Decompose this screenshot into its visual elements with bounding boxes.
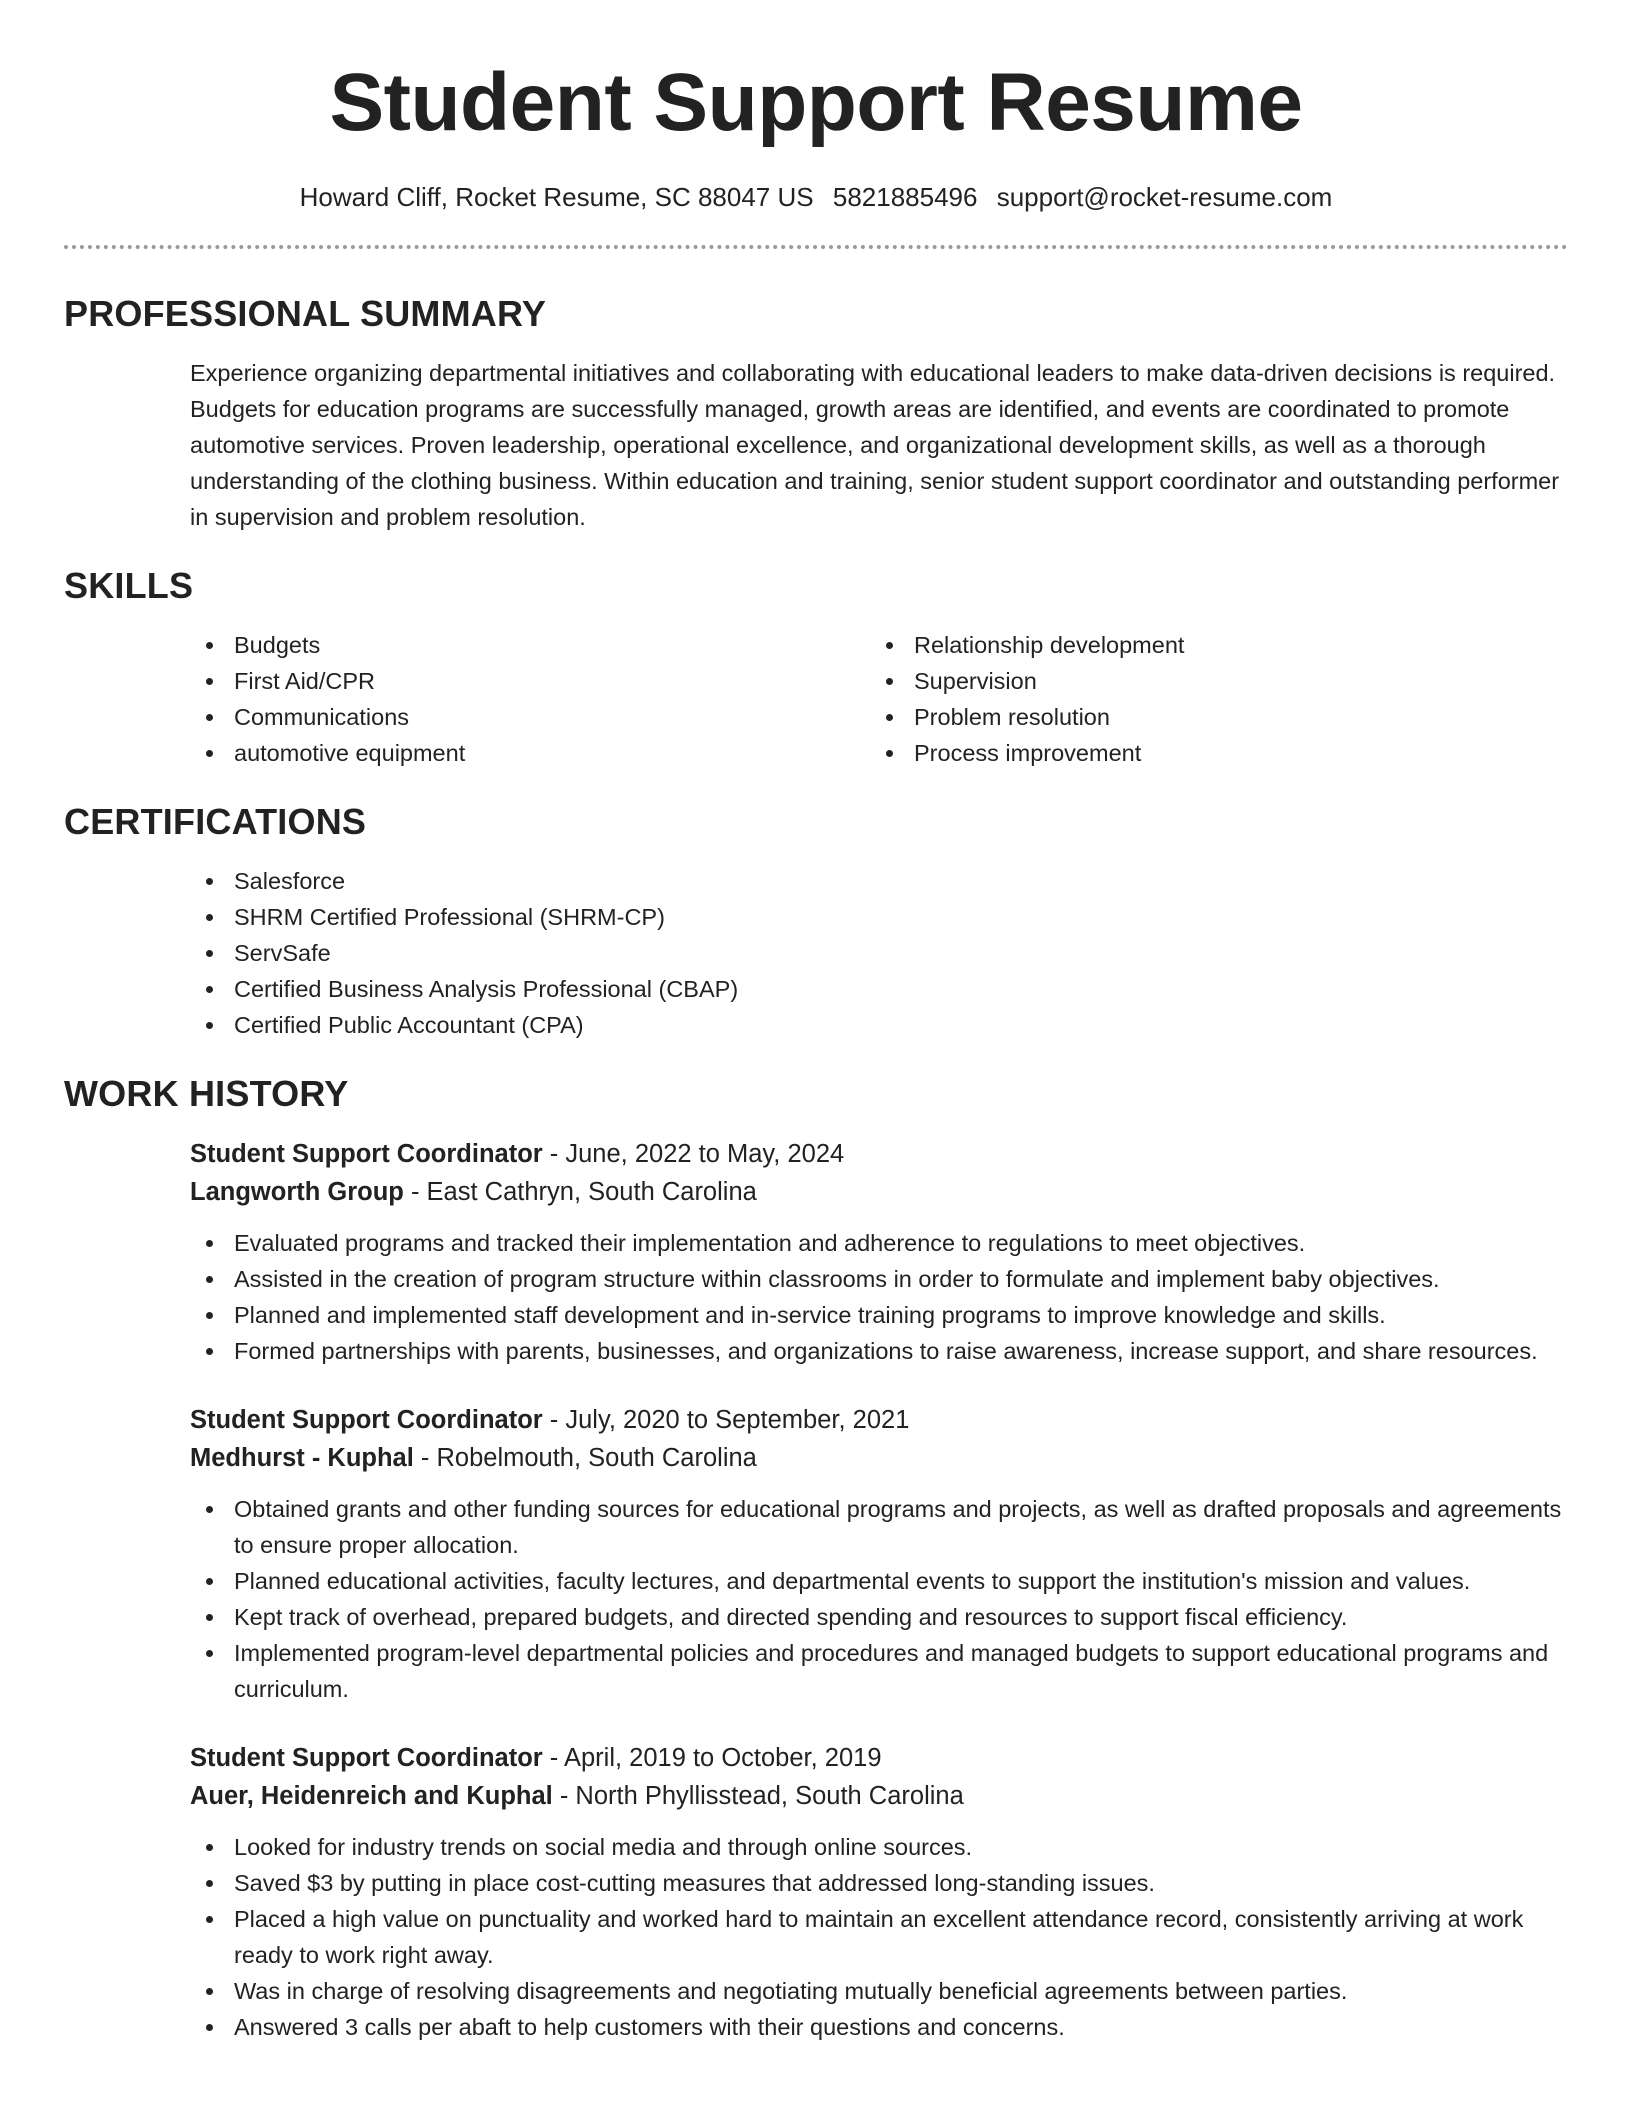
job-title-line bbox=[190, 1135, 1568, 1173]
job-location: - East Cathryn, South Carolina bbox=[403, 1178, 757, 1206]
job-bullet: Planned educational activities, faculty lectures, and departmental events to support the institution's mission and values. bbox=[190, 1563, 1568, 1599]
job-bullet: Looked for industry trends on social media and through online sources. bbox=[190, 1829, 1568, 1865]
job-bullet-list bbox=[190, 1829, 1568, 2045]
job-title: Student Support Coordinator bbox=[190, 1406, 543, 1434]
header-divider bbox=[64, 245, 1568, 249]
job-bullet-list bbox=[190, 1225, 1568, 1369]
skill-item: First Aid/CPR bbox=[190, 663, 870, 699]
job-bullet: Was in charge of resolving disagreements and negotiating mutually beneficial agreements between parties. bbox=[190, 1973, 1568, 2009]
skill-item: Budgets bbox=[190, 627, 870, 663]
skill-item: Communications bbox=[190, 699, 870, 735]
job-entry bbox=[190, 1401, 1568, 1707]
job-company-line bbox=[190, 1439, 1568, 1477]
skills-list bbox=[190, 627, 1568, 771]
certification-item: SHRM Certified Professional (SHRM-CP) bbox=[190, 899, 1568, 935]
skill-item: Process improvement bbox=[870, 735, 1550, 771]
job-bullet: Kept track of overhead, prepared budgets, and directed spending and resources to support fiscal efficiency. bbox=[190, 1599, 1568, 1635]
job-bullet: Answered 3 calls per abaft to help customers with their questions and concerns. bbox=[190, 2009, 1568, 2045]
certification-item: Certified Public Accountant (CPA) bbox=[190, 1007, 1568, 1043]
skill-item: Problem resolution bbox=[870, 699, 1550, 735]
job-bullet: Obtained grants and other funding sources for educational programs and projects, as well as drafted proposals and agreements to ensure proper allocation. bbox=[190, 1491, 1568, 1563]
skills-right-column bbox=[870, 627, 1550, 771]
resume-title: Student Support Resume bbox=[329, 57, 1303, 148]
job-location: - North Phyllisstead, South Carolina bbox=[552, 1782, 964, 1810]
certification-item: Certified Business Analysis Professional (CBAP) bbox=[190, 971, 1568, 1007]
contact-phone: 5821885496 bbox=[832, 182, 978, 212]
job-dates: - June, 2022 to May, 2024 bbox=[542, 1140, 845, 1168]
job-entry bbox=[190, 1135, 1568, 1369]
job-entry bbox=[190, 1739, 1568, 2045]
certification-item: ServSafe bbox=[190, 935, 1568, 971]
job-title: Student Support Coordinator bbox=[190, 1140, 543, 1168]
skills-left-column bbox=[190, 627, 870, 771]
certifications-heading: CERTIFICATIONS bbox=[64, 801, 367, 842]
job-bullet: Implemented program-level departmental policies and procedures and managed budgets to support educational programs and curriculum. bbox=[190, 1635, 1568, 1707]
job-dates: - April, 2019 to October, 2019 bbox=[542, 1744, 882, 1772]
certification-item: Salesforce bbox=[190, 863, 1568, 899]
skill-item: Relationship development bbox=[870, 627, 1550, 663]
job-bullet: Saved $3 by putting in place cost-cutting measures that addressed long-standing issues. bbox=[190, 1865, 1568, 1901]
job-company-line bbox=[190, 1173, 1568, 1211]
skill-item: Supervision bbox=[870, 663, 1550, 699]
certifications-list bbox=[190, 863, 1568, 1043]
contact-address: Howard Cliff, Rocket Resume, SC 88047 US bbox=[299, 182, 814, 212]
job-title-line bbox=[190, 1739, 1568, 1777]
job-bullet: Placed a high value on punctuality and worked hard to maintain an excellent attendance record, consistently arriving at work ready to work right away. bbox=[190, 1901, 1568, 1973]
contact-email: support@rocket-resume.com bbox=[996, 182, 1333, 212]
job-dates: - July, 2020 to September, 2021 bbox=[542, 1406, 910, 1434]
job-company: Medhurst - Kuphal bbox=[190, 1444, 414, 1472]
job-location: - Robelmouth, South Carolina bbox=[413, 1444, 757, 1472]
skill-item: automotive equipment bbox=[190, 735, 870, 771]
job-bullet: Formed partnerships with parents, businesses, and organizations to raise awareness, increase support, and share resources. bbox=[190, 1333, 1568, 1369]
work-history-heading: WORK HISTORY bbox=[64, 1073, 349, 1114]
job-title: Student Support Coordinator bbox=[190, 1744, 543, 1772]
job-company: Auer, Heidenreich and Kuphal bbox=[190, 1782, 553, 1810]
job-bullet-list bbox=[190, 1491, 1568, 1707]
skills-heading: SKILLS bbox=[64, 565, 194, 606]
job-bullet: Assisted in the creation of program structure within classrooms in order to formulate and implement baby objectives. bbox=[190, 1261, 1568, 1297]
job-company-line bbox=[190, 1777, 1568, 1815]
job-company: Langworth Group bbox=[190, 1178, 404, 1206]
job-title-line bbox=[190, 1401, 1568, 1439]
summary-text: Experience organizing departmental initiatives and collaborating with educational leaders to make data-driven decisions is required. Budgets for education programs are successfully managed, growth areas are identified, and events are coordinated to promote automotive services. Proven leadership, operational excellence, and organizational development skills, as well as a thorough understanding of the clothing business. Within education and training, senior student support coordinator and outstanding performer in supervision and problem resolution. bbox=[190, 360, 1560, 530]
job-bullet: Planned and implemented staff development and in-service training programs to improve knowledge and skills. bbox=[190, 1297, 1568, 1333]
summary-heading: PROFESSIONAL SUMMARY bbox=[64, 293, 547, 334]
job-bullet: Evaluated programs and tracked their implementation and adherence to regulations to meet objectives. bbox=[190, 1225, 1568, 1261]
contact-line bbox=[64, 182, 1568, 213]
